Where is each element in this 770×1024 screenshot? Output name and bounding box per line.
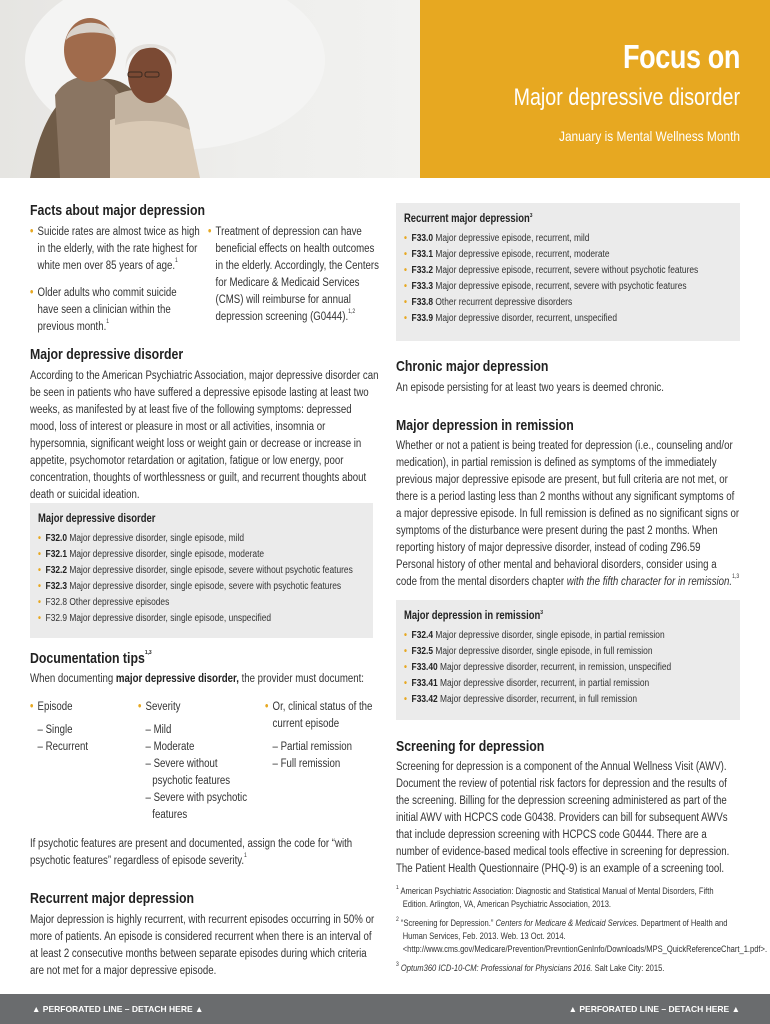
footer-right-label: ▲ PERFORATED LINE – DETACH HERE ▲	[568, 1004, 740, 1014]
code-item: • F32.3 Major depressive disorder, single episode, severe with psychotic features	[38, 579, 365, 595]
mdd-box-title: Major depressive disorder	[38, 513, 156, 525]
mdd-heading: Major depressive disorder	[30, 346, 184, 363]
code-item: • F32.5 Major depressive disorder, single episode, in full remission	[404, 644, 732, 660]
recurrent-codes-box	[396, 203, 740, 341]
code-item: • F33.1 Major depressive episode, recurrent, moderate	[404, 247, 732, 263]
mdd-section	[30, 346, 380, 504]
code-item: • F32.1 Major depressive disorder, single episode, moderate	[38, 547, 365, 563]
facts-section	[30, 202, 380, 219]
remission-section	[396, 417, 740, 591]
screening-body: Screening for depression is a component of the Annual Wellness Visit (AWV). Document the review of potential risk factors for depression and the results of the screening. Billing for the depression screening administered as part of the initial AWV with HCPCS code G0438. Providers can bill for subsequent AWVs that include depression screening with HCPCS code G0444. There are a number of evidence-based medical tools effective in screening for depression. The Patient Health Questionnaire (PHQ-9) is an example of a screening tool.	[396, 761, 730, 875]
recurrent-body: Major depression is highly recurrent, with recurrent episodes occurring in 50% or more of patients. An episode is considered recurrent when there is an interval of at least 2 consecutive months between separate episodes during which criteria are not met for a major depressive episode.	[30, 914, 375, 977]
recurrent-section	[30, 890, 380, 980]
code-item: • F33.0 Major depressive episode, recurrent, mild	[404, 231, 732, 247]
doc-clinical: • Or, clinical status of the current episode – Partial remission – Full remission	[265, 699, 380, 773]
header	[0, 0, 770, 178]
doc-severity: • Severity – Mild – Moderate – Severe without psychotic features – Severe with psychotic features	[138, 699, 253, 824]
code-item: • F32.2 Major depressive disorder, single episode, severe without psychotic features	[38, 563, 365, 579]
screening-section	[396, 738, 740, 878]
code-item: • F33.2 Major depressive episode, recurrent, severe without psychotic features	[404, 263, 732, 279]
recurrent-box-title: Recurrent major depression$^3$	[404, 213, 533, 225]
recurrent-heading: Recurrent major depression	[30, 890, 195, 907]
code-item: • F32.0 Major depressive disorder, single episode, mild	[38, 531, 365, 547]
code-item: • F33.3 Major depressive episode, recurrent, severe with psychotic features	[404, 279, 732, 295]
remission-heading: Major depression in remission	[396, 417, 574, 434]
mdd-codes-box	[30, 503, 373, 638]
mdd-body: According to the American Psychiatric Association, major depressive disorder can be seen in patients who have suffered a depressive episode lasting at least two weeks, as manifested by at least five of the following symptoms: depressed mood, loss of interest or pleasure in most or all activities, insomnia or hypersomnia, significant weight loss or weight gain or decrease or increase in appetite, psychomotor retardation or agitation, fatigue or low energy, poor concentration, thoughts of worthlessness or guilt, and recurrent thoughts about death or suicidal ideation.	[30, 370, 379, 501]
fact-item: • Suicide rates are almost twice as high in the elderly, with the rate highest for white men over 85 years of age.$^1$	[30, 224, 200, 275]
footer-left-label: ▲ PERFORATED LINE – DETACH HERE ▲	[32, 1004, 204, 1014]
code-item: • F32.4 Major depressive disorder, single episode, in partial remission	[404, 628, 732, 644]
header-subtitle: Major depressive disorder	[513, 84, 740, 111]
remission-codes-box	[396, 600, 740, 720]
footnote: $^2$ “Screening for Depression.” Centers for Medicare & Medicaid Services. Department of Health and Human Services, Feb. 2013. Web. 13 Oct. 2014. <http://www.cms.gov/Medicare/Prevention/PrevntionGenInfo/Downloads/MPS_QuickReferenceChart_1.pdf>.	[396, 917, 768, 954]
footnote: $^1$ American Psychiatric Association: Diagnostic and Statistical Manual of Mental Disorders, Fifth Edition. Arlington, VA, American Psychiatric Association, 2013.	[396, 885, 714, 909]
code-item: • F33.41 Major depressive disorder, recurrent, in partial remission	[404, 676, 732, 692]
code-item: • F33.8 Other recurrent depressive disorders	[404, 295, 732, 311]
doc-note: If psychotic features are present and documented, assign the code for “with psychotic features” regardless of episode severity.$^1$	[30, 838, 353, 867]
perforated-footer	[0, 994, 770, 1024]
chronic-heading: Chronic major depression	[396, 358, 549, 375]
facts-left	[30, 224, 200, 336]
code-item: • F33.40 Major depressive disorder, recurrent, in remission, unspecified	[404, 660, 732, 676]
fact-item: • Older adults who commit suicide have seen a clinician within the previous month.$^1$	[30, 285, 200, 336]
chronic-body: An episode persisting for at least two years is deemed chronic.	[396, 382, 664, 394]
code-item: • F32.9 Major depressive disorder, single episode, unspecified	[38, 611, 365, 627]
chronic-section	[396, 358, 740, 397]
header-title: Focus on	[623, 38, 740, 75]
facts-right	[208, 224, 380, 326]
header-tagline: January is Mental Wellness Month	[558, 128, 740, 144]
doc-heading: Documentation tips$^{1,3}$	[30, 650, 152, 667]
screening-heading: Screening for depression	[396, 738, 545, 755]
footnote: $^3$ Optum360 ICD-10-CM: Professional for Physicians 2016. Salt Lake City: 2015.	[396, 962, 665, 973]
footnotes	[396, 885, 768, 975]
code-item: • F33.42 Major depressive disorder, recurrent, in full remission	[404, 692, 732, 708]
fact-item: • Treatment of depression can have beneficial effects on health outcomes in the elderly. Accordingly, the Centers for Medicare & Medicaid Services (CMS) will reimburse for annual depression screening (G0444).$^{1,2}$	[208, 224, 380, 326]
doc-episode: • Episode – Single – Recurrent	[30, 699, 130, 756]
code-item: • F32.8 Other depressive episodes	[38, 595, 365, 611]
doc-intro: When documenting major depressive disorder, the provider must document:	[30, 673, 364, 685]
couple-illustration	[0, 0, 420, 178]
remission-box-title: Major depression in remission$^3$	[404, 610, 543, 622]
facts-heading: Facts about major depression	[30, 202, 205, 219]
title-banner	[420, 0, 770, 178]
elderly-couple-photo	[0, 0, 420, 178]
code-item: • F33.9 Major depressive disorder, recurrent, unspecified	[404, 311, 732, 327]
remission-body: Whether or not a patient is being treated for depression (i.e., counseling and/or medication), in partial remission is defined as symptoms of the immediately previous major depressive episode are present, but full criteria are not met, or there is a period lasting less than 2 months without any significant symptoms of a major depressive episode. In full remission is defined as no significant signs or symptoms of the disturbance were present during the past 2 months. When reporting history of major depressive disorder, instead of coding Z96.59 Personal history of other mental and behavioral disorders, consider using a code from the mental disorders chapter with the fifth character for in remission.$^{1,3}$	[396, 440, 740, 588]
doc-section	[30, 650, 380, 688]
